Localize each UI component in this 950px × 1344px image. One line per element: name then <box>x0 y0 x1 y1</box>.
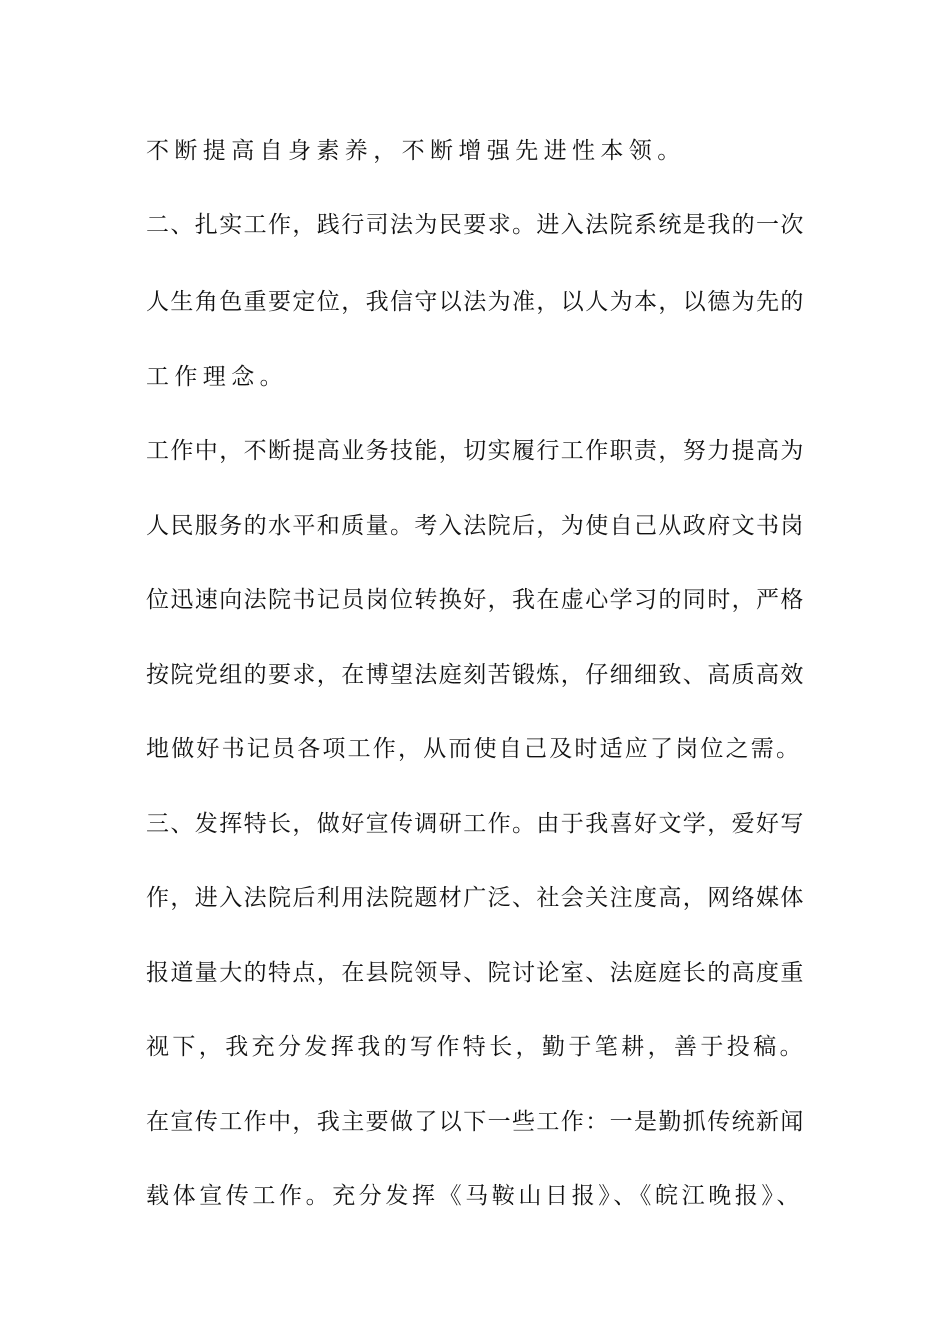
text-line: 按院党组的要求，在博望法庭刻苦锻炼，仔细细致、高质高效 <box>146 662 805 688</box>
text-line: 地做好书记员各项工作，从而使自己及时适应了岗位之需。 <box>146 736 802 762</box>
text-line: 二、扎实工作，践行司法为民要求。进入法院系统是我的一次 <box>146 212 805 238</box>
text-line: 工作中，不断提高业务技能，切实履行工作职责，努力提高为 <box>146 438 805 464</box>
text-line: 工作理念。 <box>146 364 288 390</box>
text-line: 视下，我充分发挥我的写作特长，勤于笔耕，善于投稿。 <box>146 1034 806 1060</box>
text-line: 位迅速向法院书记员岗位转换好，我在虚心学习的同时，严格 <box>146 587 805 613</box>
text-line: 在宣传工作中，我主要做了以下一些工作：一是勤抓传统新闻 <box>146 1109 805 1135</box>
text-line: 人民服务的水平和质量。考入法院后，为使自己从政府文书岗 <box>146 513 805 539</box>
text-line: 三、发挥特长，做好宣传调研工作。由于我喜好文学，爱好写 <box>146 811 805 837</box>
text-line: 报道量大的特点，在县院领导、院讨论室、法庭庭长的高度重 <box>146 960 805 986</box>
text-line: 人生角色重要定位，我信守以法为准，以人为本，以德为先的 <box>146 289 805 315</box>
text-line: 作，进入法院后利用法院题材广泛、社会关注度高，网络媒体 <box>146 885 805 911</box>
text-line: 不断提高自身素养，不断增强先进性本领。 <box>146 138 686 164</box>
text-line: 载体宣传工作。充分发挥《马鞍山日报》、《皖江晚报》、 <box>146 1183 804 1209</box>
